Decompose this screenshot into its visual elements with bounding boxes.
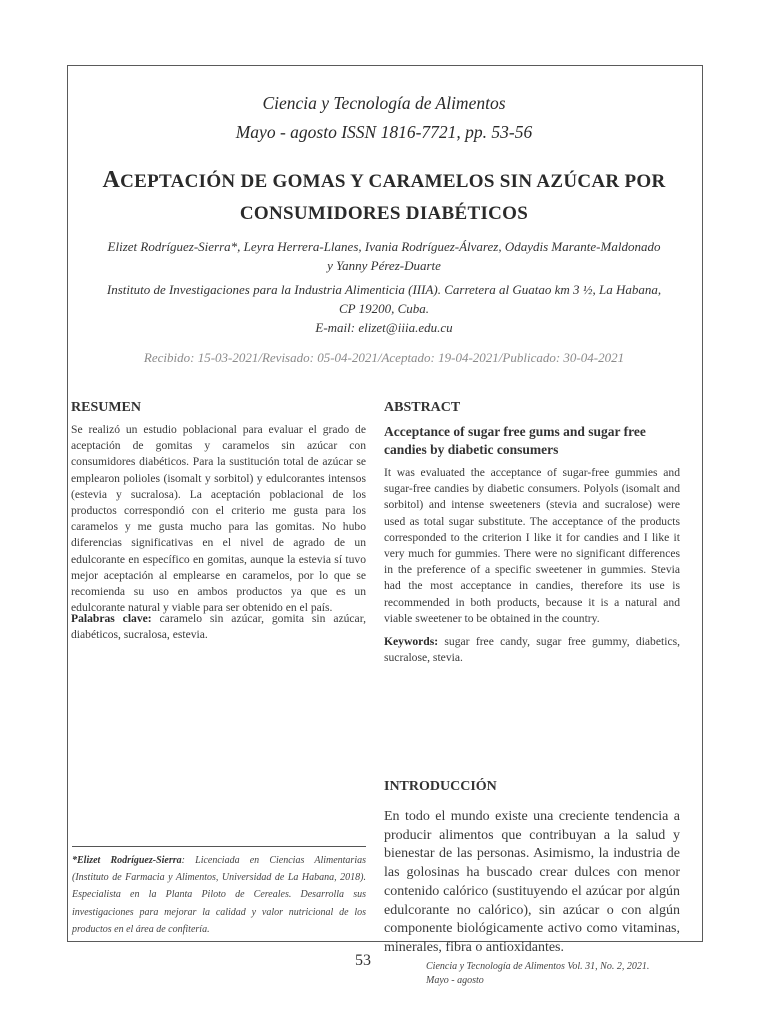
publication-dates: Recibido: 15-03-2021/Revisado: 05-04-2021/Aceptado: 19-04-2021/Publicado: 30-04-2021 (143, 350, 625, 365)
author-footnote (72, 852, 366, 938)
journal-name: Ciencia y Tecnología de Alimentos (262, 93, 506, 113)
footnote-text: : Licenciada en Ciencias Alimentarias (Instituto de Farmacia y Alimentos, Universidad de La Habana, 2018). Especialista en la Planta Piloto de Cereales. Desarrolla sus investigaciones para mejorar la calidad y valor nutricional de los productos en el área de confitería. (72, 855, 366, 935)
keywords-list: sugar free candy, sugar free gummy, diabetics, sucralose, stevia. (384, 635, 680, 665)
page-number: 53 (355, 952, 371, 969)
affiliation-line-2: CP 19200, Cuba. (338, 301, 430, 316)
authors (72, 237, 696, 275)
title-initial-cap: A (102, 167, 121, 193)
abstract-text: It was evaluated the acceptance of sugar-free gummies and sugar-free candies by diabetic consumers. Polyols (isomalt and sorbitol) and intense sweeteners (stevia and sucralose) were used as total sugar substitute. The acceptance of the products corresponded to the criterion I like it for candies and I like it very much for gummies. There were no significant differences in the preference of a specific sweetener in gummies. Stevia had the most acceptance in candies, therefore its use is recommended in both products, because it is a natural and viable sweetener to be obtained in the country. (384, 466, 680, 625)
journal-issue: Mayo - agosto ISSN 1816-7721, pp. 53-56 (235, 122, 533, 142)
title-line-1 (102, 167, 666, 193)
running-footer (426, 960, 726, 988)
abstract-title: Acceptance of sugar free gums and sugar free candies by diabetic consumers (384, 424, 646, 457)
contact-email: E-mail: elizet@iiia.edu.cu (315, 320, 453, 335)
resumen-text: Se realizó un estudio poblacional para evaluar el grado de aceptación de gomitas y caramelos sin azúcar con consumidores diabéticos. Para la sustitución total de azúcar se emplearon polioles (isomalt y sorbitol) y edulcorantes intensos (estevia y sucralosa). La aceptación poblacional de los productos correspondió con el criterio me gusta para los caramelos y me gusta mucho para las gomitas. No hubo diferencias significativas en el nivel de agrado de un edulcorante en específico en gomitas, aunque la estevia sí tuvo mejor aceptación al emplearse en caramelos, por lo que se recomienda su uso en ambos productos ya que es un edulcorante natural y viable para ser obtenido en el país. (71, 423, 366, 615)
title-line-2: CONSUMIDORES DIABÉTICOS (239, 203, 529, 224)
introduccion-heading: INTRODUCCIÓN (384, 779, 497, 794)
authors-line-2: y Yanny Pérez-Duarte (327, 258, 441, 273)
palabras-clave-list: caramelo sin azúcar, gomita sin azúcar, diabéticos, sucralosa, estevia. (71, 612, 367, 642)
affiliation-line-1: Instituto de Investigaciones para la Industria Alimenticia (IIIA). Carretera al Guatao km 3 ½, La Habana, (106, 282, 662, 297)
palabras-clave-label: Palabras clave: (71, 612, 152, 625)
introduccion-text: En todo el mundo existe una creciente tendencia a producir alimentos que contribuyan a la salud y bienestar de las personas. Asimismo, la industria de las golosinas ha buscado crear dulces con menor contenido calórico (sustituyendo el azúcar por algún edulcorante no calórico), sin azúcar o con algún componente biológicamente activo como vitaminas, minerales, fibra o antioxidantes. (384, 809, 680, 955)
affiliation (72, 280, 696, 318)
article-title (80, 164, 688, 230)
footnote-author-name: *Elizet Rodríguez-Sierra (72, 855, 182, 866)
running-footer-line-1: Ciencia y Tecnología de Alimentos Vol. 31, No. 2, 2021. (426, 961, 650, 972)
footnote-divider (72, 846, 366, 847)
keywords-label: Keywords: (384, 635, 439, 648)
resumen-heading: RESUMEN (71, 400, 142, 415)
abstract-heading: ABSTRACT (384, 400, 461, 415)
keywords (384, 634, 680, 666)
palabras-clave (71, 611, 366, 643)
authors-line-1: Elizet Rodríguez-Sierra*, Leyra Herrera-Llanes, Ivania Rodríguez-Álvarez, Odaydis Marante-Maldonado (107, 239, 661, 254)
title-line-1-rest: CEPTACIÓN DE GOMAS Y CARAMELOS SIN AZÚCAR POR (120, 171, 666, 192)
running-footer-line-2: Mayo - agosto (426, 975, 484, 986)
